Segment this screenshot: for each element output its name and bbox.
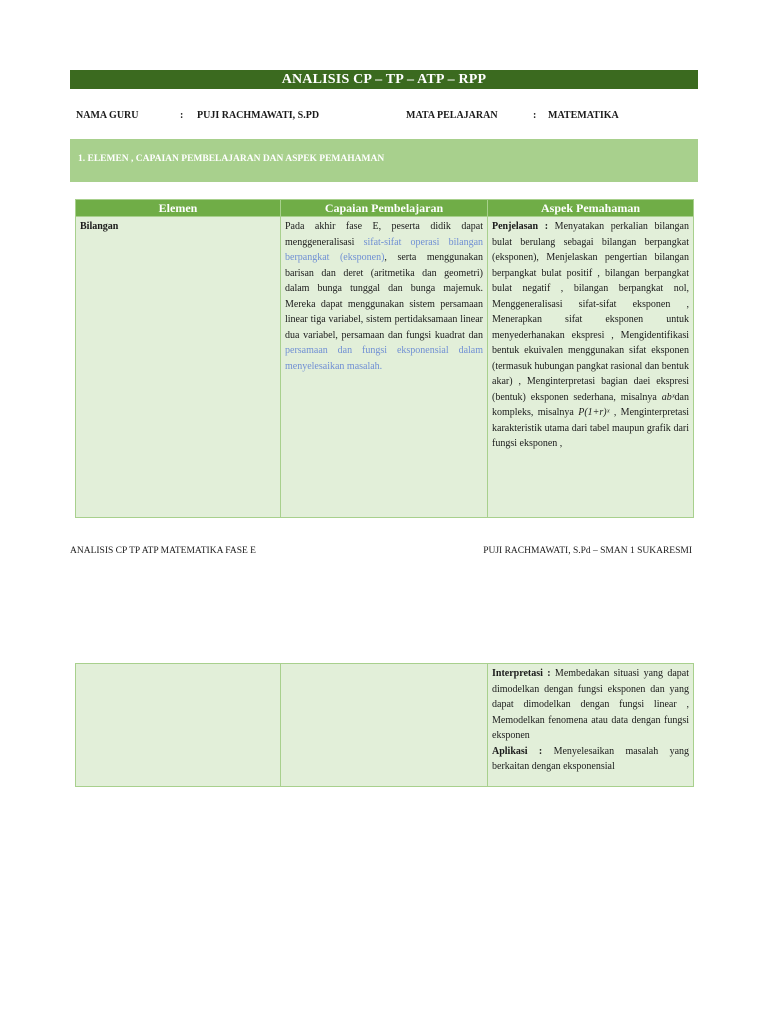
penjelasan-text-2: dan kompleks, misalnya xyxy=(492,391,689,418)
footer-right: PUJI RACHMAWATI, S.Pd – SMAN 1 SUKARESMI xyxy=(483,546,692,556)
header-capaian-pembelajaran: Capaian Pembelajaran xyxy=(281,200,488,217)
cp-table xyxy=(75,199,694,518)
cp-table-continued xyxy=(75,663,694,787)
capaian-cell-empty xyxy=(281,664,488,787)
mata-pelajaran-value: MATEMATIKA xyxy=(548,110,619,121)
aspek-cell-continued xyxy=(488,664,694,787)
footer-left: ANALISIS CP TP ATP MATEMATIKA FASE E xyxy=(70,546,256,556)
document-title: ANALISIS CP – TP – ATP – RPP xyxy=(70,70,698,89)
penjelasan-text-1: Menyatakan perkalian bilangan bulat berulang sebagai bilangan berpangkat (eksponen), Menjelaskan pengertian bilangan berpangkat bulat positif , bilangan berpangkat bulat negatif , bilangan berpangkat nol, Menggeneralisasi sifat-sifat eksponen , Menerapkan sifat eksponen untuk menyederhanakan ekspresi , Mengidentifikasi bentuk ekuivalen menggunakan sifat eksponen (termasuk hubungan pangkat rasional dan bentuk akar) , Menginterpretasi bagian daei ekspresi (bentuk) eksponen sederhana, misalnya xyxy=(492,221,689,403)
nama-guru-value: PUJI RACHMAWATI, S.PD xyxy=(197,110,320,121)
capaian-cell xyxy=(281,217,488,518)
header-elemen: Elemen xyxy=(76,200,281,217)
header-aspek-pemahaman: Aspek Pemahaman xyxy=(488,200,694,217)
aplikasi-text: Menyelesaikan masalah yang berkaitan dengan eksponensial xyxy=(492,745,690,772)
nama-guru-colon: : xyxy=(180,110,184,121)
interpretasi-text: Membedakan situasi yang dapat dimodelkan dengan fungsi eksponen dan yang dapat dimodelkan dengan fungsi linear , Memodelkan fenomena atau data dengan fungsi eksponen xyxy=(492,668,690,741)
cp-text-1: Pada akhir fase E, peserta didik dapat menggeneralisasi xyxy=(285,221,483,248)
formula-p-1-r-x: P(1+r)ˣ xyxy=(578,407,610,418)
interpretasi-label: Interpretasi : xyxy=(492,668,551,679)
section-heading: 1. ELEMEN , CAPAIAN PEMBELAJARAN DAN ASPEK PEMAHAMAN xyxy=(70,139,698,182)
penjelasan-text-3: , Menginterpretasi karakteristik utama dari tabel maupun grafik dari fungsi eksponen , xyxy=(492,407,689,449)
table-header-row xyxy=(76,200,694,217)
table-row xyxy=(76,664,694,787)
elemen-cell-empty xyxy=(76,664,281,787)
aspek-cell xyxy=(488,217,694,518)
aplikasi-label: Aplikasi : xyxy=(492,745,543,757)
nama-guru-label: NAMA GURU xyxy=(76,110,139,121)
mata-pelajaran-colon: : xyxy=(533,110,537,121)
cp-text-2: , serta menggunakan barisan dan deret (aritmetika dan geometri) dalam bunga tunggal dan bunga majemuk. Mereka dapat menggunakan sistem persamaan linear tiga variabel, sistem pertidaksamaan linear dua variabel, persamaan dan fungsi kuadrat dan xyxy=(285,252,483,341)
cp-link-fungsi-eksponensial[interactable]: persamaan dan fungsi eksponensial dalam menyelesaikan masalah. xyxy=(285,345,483,372)
cp-link-sifat-eksponen[interactable]: sifat-sifat operasi bilangan berpangkat (eksponen) xyxy=(285,236,484,263)
mata-pelajaran-label: MATA PELAJARAN xyxy=(406,110,498,121)
formula-ab-x: abˣ xyxy=(661,391,675,403)
elemen-cell xyxy=(76,217,281,518)
penjelasan-label: Penjelasan : xyxy=(492,221,549,232)
table-row xyxy=(76,217,694,518)
elemen-name: Bilangan xyxy=(80,221,119,232)
